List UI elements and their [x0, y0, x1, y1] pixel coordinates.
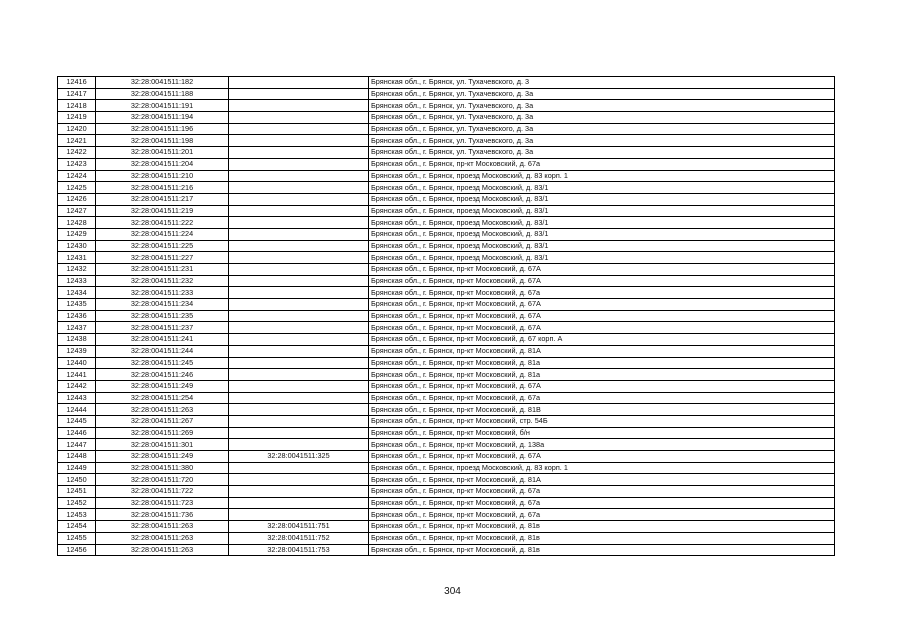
cadastral-number-cell: 32:28:0041511:380	[96, 462, 229, 474]
linked-cadastral-number-cell	[229, 474, 369, 486]
row-number-cell: 12422	[58, 147, 96, 159]
address-cell: Брянская обл., г. Брянск, пр-кт Московский, д. 67А	[369, 380, 835, 392]
table-row	[58, 521, 835, 533]
table-row	[58, 100, 835, 112]
linked-cadastral-number-cell	[229, 287, 369, 299]
table-row	[58, 357, 835, 369]
address-cell: Брянская обл., г. Брянск, пр-кт Московский, д. 67 корп. А	[369, 334, 835, 346]
table-row	[58, 474, 835, 486]
address-cell: Брянская обл., г. Брянск, ул. Тухачевского, д. 3а	[369, 147, 835, 159]
table-row	[58, 310, 835, 322]
address-cell: Брянская обл., г. Брянск, пр-кт Московский, д. 67А	[369, 299, 835, 311]
address-cell: Брянская обл., г. Брянск, проезд Московский, д. 83/1	[369, 182, 835, 194]
table-row	[58, 182, 835, 194]
row-number-cell: 12417	[58, 88, 96, 100]
linked-cadastral-number-cell	[229, 112, 369, 124]
table-row	[58, 205, 835, 217]
row-number-cell: 12449	[58, 462, 96, 474]
cadastral-number-cell: 32:28:0041511:720	[96, 474, 229, 486]
cadastral-number-cell: 32:28:0041511:723	[96, 497, 229, 509]
linked-cadastral-number-cell	[229, 123, 369, 135]
row-number-cell: 12426	[58, 193, 96, 205]
linked-cadastral-number-cell	[229, 240, 369, 252]
table-row	[58, 287, 835, 299]
address-cell: Брянская обл., г. Брянск, ул. Тухачевского, д. 3а	[369, 135, 835, 147]
table-row	[58, 532, 835, 544]
table-row	[58, 462, 835, 474]
row-number-cell: 12430	[58, 240, 96, 252]
cadastral-number-cell: 32:28:0041511:244	[96, 345, 229, 357]
address-cell: Брянская обл., г. Брянск, пр-кт Московский, д. 81а	[369, 369, 835, 381]
linked-cadastral-number-cell	[229, 404, 369, 416]
linked-cadastral-number-cell	[229, 439, 369, 451]
row-number-cell: 12443	[58, 392, 96, 404]
cadastral-number-cell: 32:28:0041511:222	[96, 217, 229, 229]
address-cell: Брянская обл., г. Брянск, ул. Тухачевского, д. 3а	[369, 88, 835, 100]
linked-cadastral-number-cell	[229, 147, 369, 159]
linked-cadastral-number-cell	[229, 334, 369, 346]
row-number-cell: 12453	[58, 509, 96, 521]
address-cell: Брянская обл., г. Брянск, ул. Тухачевского, д. 3	[369, 77, 835, 89]
address-cell: Брянская обл., г. Брянск, пр-кт Московский, д. 67а	[369, 158, 835, 170]
address-cell: Брянская обл., г. Брянск, пр-кт Московский, д. 81а	[369, 357, 835, 369]
cadastral-number-cell: 32:28:0041511:182	[96, 77, 229, 89]
row-number-cell: 12419	[58, 112, 96, 124]
table-row	[58, 322, 835, 334]
cadastral-number-cell: 32:28:0041511:217	[96, 193, 229, 205]
row-number-cell: 12435	[58, 299, 96, 311]
cadastral-number-cell: 32:28:0041511:194	[96, 112, 229, 124]
cadastral-number-cell: 32:28:0041511:204	[96, 158, 229, 170]
address-cell: Брянская обл., г. Брянск, пр-кт Московский, д. 81А	[369, 474, 835, 486]
row-number-cell: 12441	[58, 369, 96, 381]
address-cell: Брянская обл., г. Брянск, пр-кт Московский, д. 81В	[369, 404, 835, 416]
linked-cadastral-number-cell	[229, 217, 369, 229]
cadastral-number-cell: 32:28:0041511:269	[96, 427, 229, 439]
address-cell: Брянская обл., г. Брянск, пр-кт Московский, д. 67а	[369, 497, 835, 509]
address-cell: Брянская обл., г. Брянск, пр-кт Московский, д. 81в	[369, 521, 835, 533]
address-cell: Брянская обл., г. Брянск, пр-кт Московский, д. 67А	[369, 275, 835, 287]
table-row	[58, 147, 835, 159]
table-row	[58, 334, 835, 346]
linked-cadastral-number-cell	[229, 275, 369, 287]
linked-cadastral-number-cell	[229, 88, 369, 100]
table-row	[58, 451, 835, 463]
address-cell: Брянская обл., г. Брянск, пр-кт Московский, д. 67А	[369, 310, 835, 322]
row-number-cell: 12423	[58, 158, 96, 170]
address-cell: Брянская обл., г. Брянск, пр-кт Московский, д. 67а	[369, 392, 835, 404]
address-cell: Брянская обл., г. Брянск, пр-кт Московский, д. 81А	[369, 345, 835, 357]
linked-cadastral-number-cell	[229, 415, 369, 427]
linked-cadastral-number-cell	[229, 497, 369, 509]
row-number-cell: 12427	[58, 205, 96, 217]
address-cell: Брянская обл., г. Брянск, пр-кт Московский, д. 67а	[369, 287, 835, 299]
linked-cadastral-number-cell	[229, 77, 369, 89]
row-number-cell: 12428	[58, 217, 96, 229]
linked-cadastral-number-cell	[229, 100, 369, 112]
linked-cadastral-number-cell	[229, 193, 369, 205]
cadastral-number-cell: 32:28:0041511:241	[96, 334, 229, 346]
table-row	[58, 404, 835, 416]
cadastral-number-cell: 32:28:0041511:263	[96, 532, 229, 544]
address-cell: Брянская обл., г. Брянск, пр-кт Московский, д. 67а	[369, 509, 835, 521]
cadastral-number-cell: 32:28:0041511:246	[96, 369, 229, 381]
row-number-cell: 12451	[58, 486, 96, 498]
table-row	[58, 299, 835, 311]
cadastral-number-cell: 32:28:0041511:263	[96, 521, 229, 533]
row-number-cell: 12445	[58, 415, 96, 427]
cadastral-number-cell: 32:28:0041511:722	[96, 486, 229, 498]
cadastral-number-cell: 32:28:0041511:249	[96, 380, 229, 392]
linked-cadastral-number-cell: 32:28:0041511:325	[229, 451, 369, 463]
address-cell: Брянская обл., г. Брянск, проезд Московский, д. 83/1	[369, 205, 835, 217]
cadastral-number-cell: 32:28:0041511:233	[96, 287, 229, 299]
row-number-cell: 12440	[58, 357, 96, 369]
cadastral-number-cell: 32:28:0041511:225	[96, 240, 229, 252]
address-cell: Брянская обл., г. Брянск, проезд Московский, д. 83/1	[369, 252, 835, 264]
table-row	[58, 486, 835, 498]
address-cell: Брянская обл., г. Брянск, ул. Тухачевского, д. 3а	[369, 112, 835, 124]
address-cell: Брянская обл., г. Брянск, пр-кт Московский, б/н	[369, 427, 835, 439]
cadastral-number-cell: 32:28:0041511:232	[96, 275, 229, 287]
cadastral-number-cell: 32:28:0041511:219	[96, 205, 229, 217]
linked-cadastral-number-cell	[229, 392, 369, 404]
table-row	[58, 439, 835, 451]
row-number-cell: 12442	[58, 380, 96, 392]
address-cell: Брянская обл., г. Брянск, пр-кт Московский, д. 138а	[369, 439, 835, 451]
linked-cadastral-number-cell	[229, 264, 369, 276]
cadastral-number-cell: 32:28:0041511:227	[96, 252, 229, 264]
linked-cadastral-number-cell	[229, 205, 369, 217]
cadastral-number-cell: 32:28:0041511:210	[96, 170, 229, 182]
row-number-cell: 12424	[58, 170, 96, 182]
row-number-cell: 12432	[58, 264, 96, 276]
registry-table	[57, 76, 835, 556]
table-row	[58, 544, 835, 556]
table-row	[58, 380, 835, 392]
row-number-cell: 12437	[58, 322, 96, 334]
linked-cadastral-number-cell	[229, 380, 369, 392]
table-row	[58, 392, 835, 404]
address-cell: Брянская обл., г. Брянск, проезд Московский, д. 83 корп. 1	[369, 462, 835, 474]
address-cell: Брянская обл., г. Брянск, проезд Московский, д. 83/1	[369, 193, 835, 205]
cadastral-number-cell: 32:28:0041511:263	[96, 404, 229, 416]
cadastral-number-cell: 32:28:0041511:235	[96, 310, 229, 322]
row-number-cell: 12444	[58, 404, 96, 416]
table-row	[58, 135, 835, 147]
row-number-cell: 12456	[58, 544, 96, 556]
cadastral-number-cell: 32:28:0041511:736	[96, 509, 229, 521]
registry-table-body	[58, 77, 835, 556]
table-row	[58, 123, 835, 135]
address-cell: Брянская обл., г. Брянск, пр-кт Московский, д. 67А	[369, 451, 835, 463]
cadastral-number-cell: 32:28:0041511:234	[96, 299, 229, 311]
linked-cadastral-number-cell	[229, 252, 369, 264]
linked-cadastral-number-cell	[229, 158, 369, 170]
cadastral-number-cell: 32:28:0041511:267	[96, 415, 229, 427]
row-number-cell: 12447	[58, 439, 96, 451]
table-row	[58, 77, 835, 89]
row-number-cell: 12446	[58, 427, 96, 439]
cadastral-number-cell: 32:28:0041511:198	[96, 135, 229, 147]
linked-cadastral-number-cell	[229, 322, 369, 334]
table-row	[58, 264, 835, 276]
linked-cadastral-number-cell	[229, 170, 369, 182]
table-row	[58, 415, 835, 427]
linked-cadastral-number-cell	[229, 135, 369, 147]
linked-cadastral-number-cell: 32:28:0041511:753	[229, 544, 369, 556]
cadastral-number-cell: 32:28:0041511:188	[96, 88, 229, 100]
table-row	[58, 88, 835, 100]
address-cell: Брянская обл., г. Брянск, проезд Московский, д. 83/1	[369, 217, 835, 229]
linked-cadastral-number-cell: 32:28:0041511:752	[229, 532, 369, 544]
row-number-cell: 12455	[58, 532, 96, 544]
cadastral-number-cell: 32:28:0041511:224	[96, 228, 229, 240]
row-number-cell: 12436	[58, 310, 96, 322]
cadastral-number-cell: 32:28:0041511:237	[96, 322, 229, 334]
address-cell: Брянская обл., г. Брянск, проезд Московский, д. 83 корп. 1	[369, 170, 835, 182]
linked-cadastral-number-cell	[229, 310, 369, 322]
cadastral-number-cell: 32:28:0041511:245	[96, 357, 229, 369]
cadastral-number-cell: 32:28:0041511:231	[96, 264, 229, 276]
row-number-cell: 12429	[58, 228, 96, 240]
address-cell: Брянская обл., г. Брянск, пр-кт Московский, д. 81в	[369, 544, 835, 556]
table-row	[58, 112, 835, 124]
row-number-cell: 12425	[58, 182, 96, 194]
row-number-cell: 12454	[58, 521, 96, 533]
table-row	[58, 252, 835, 264]
row-number-cell: 12439	[58, 345, 96, 357]
cadastral-number-cell: 32:28:0041511:216	[96, 182, 229, 194]
cadastral-number-cell: 32:28:0041511:201	[96, 147, 229, 159]
cadastral-number-cell: 32:28:0041511:196	[96, 123, 229, 135]
row-number-cell: 12438	[58, 334, 96, 346]
row-number-cell: 12416	[58, 77, 96, 89]
linked-cadastral-number-cell	[229, 509, 369, 521]
row-number-cell: 12452	[58, 497, 96, 509]
table-row	[58, 170, 835, 182]
page-number: 304	[444, 586, 461, 597]
linked-cadastral-number-cell	[229, 228, 369, 240]
row-number-cell: 12431	[58, 252, 96, 264]
linked-cadastral-number-cell	[229, 182, 369, 194]
cadastral-number-cell: 32:28:0041511:191	[96, 100, 229, 112]
address-cell: Брянская обл., г. Брянск, проезд Московский, д. 83/1	[369, 240, 835, 252]
linked-cadastral-number-cell	[229, 369, 369, 381]
table-row	[58, 158, 835, 170]
row-number-cell: 12418	[58, 100, 96, 112]
linked-cadastral-number-cell	[229, 427, 369, 439]
row-number-cell: 12434	[58, 287, 96, 299]
address-cell: Брянская обл., г. Брянск, пр-кт Московский, стр. 54Б	[369, 415, 835, 427]
table-row	[58, 497, 835, 509]
address-cell: Брянская обл., г. Брянск, ул. Тухачевского, д. 3а	[369, 123, 835, 135]
table-row	[58, 240, 835, 252]
cadastral-number-cell: 32:28:0041511:301	[96, 439, 229, 451]
table-row	[58, 275, 835, 287]
table-row	[58, 193, 835, 205]
address-cell: Брянская обл., г. Брянск, пр-кт Московский, д. 67А	[369, 264, 835, 276]
cadastral-number-cell: 32:28:0041511:254	[96, 392, 229, 404]
address-cell: Брянская обл., г. Брянск, пр-кт Московский, д. 67а	[369, 486, 835, 498]
linked-cadastral-number-cell	[229, 486, 369, 498]
address-cell: Брянская обл., г. Брянск, проезд Московский, д. 83/1	[369, 228, 835, 240]
linked-cadastral-number-cell	[229, 357, 369, 369]
address-cell: Брянская обл., г. Брянск, ул. Тухачевского, д. 3а	[369, 100, 835, 112]
linked-cadastral-number-cell	[229, 299, 369, 311]
cadastral-number-cell: 32:28:0041511:249	[96, 451, 229, 463]
linked-cadastral-number-cell	[229, 462, 369, 474]
registry-table-container	[57, 76, 834, 556]
address-cell: Брянская обл., г. Брянск, пр-кт Московский, д. 67А	[369, 322, 835, 334]
table-row	[58, 509, 835, 521]
linked-cadastral-number-cell: 32:28:0041511:751	[229, 521, 369, 533]
table-row	[58, 369, 835, 381]
table-row	[58, 427, 835, 439]
table-row	[58, 217, 835, 229]
linked-cadastral-number-cell	[229, 345, 369, 357]
row-number-cell: 12420	[58, 123, 96, 135]
row-number-cell: 12448	[58, 451, 96, 463]
address-cell: Брянская обл., г. Брянск, пр-кт Московский, д. 81в	[369, 532, 835, 544]
row-number-cell: 12433	[58, 275, 96, 287]
table-row	[58, 228, 835, 240]
table-row	[58, 345, 835, 357]
row-number-cell: 12450	[58, 474, 96, 486]
cadastral-number-cell: 32:28:0041511:263	[96, 544, 229, 556]
row-number-cell: 12421	[58, 135, 96, 147]
